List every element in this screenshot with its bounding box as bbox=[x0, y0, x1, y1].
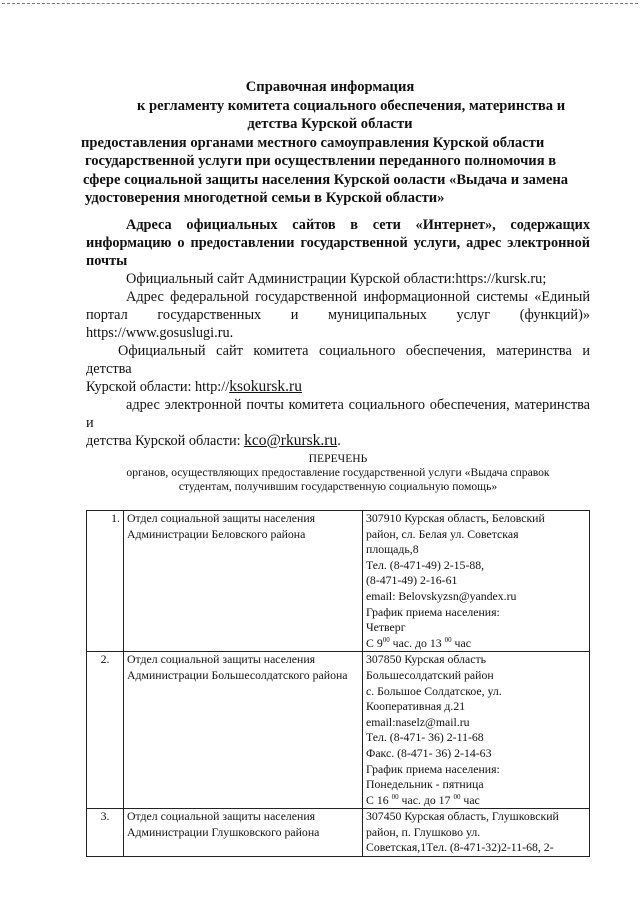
title-line: предоставления органами местного самоуправления Курской области bbox=[81, 134, 545, 151]
email-prefix: детства Курской области: bbox=[86, 433, 241, 449]
page-top-border bbox=[2, 3, 638, 4]
committee-site-prefix: Курской области: http:// bbox=[86, 379, 230, 395]
table-row bbox=[87, 511, 590, 652]
list-subtitle: органов, осуществляющих предоставление государственной услуги «Выдача справок bbox=[126, 466, 550, 479]
intro-heading-line: информацию о предоставлении государственной услуги, адрес электронной bbox=[86, 235, 590, 251]
contact-info: 307450 Курская область, Глушковский район, п. Глушково ул. Советская,1Тел. (8-471-32)2-11-68, 2- bbox=[363, 809, 590, 857]
intro-heading-line: Адреса официальных сайтов в сети «Интернет», содержащих bbox=[126, 217, 590, 233]
list-heading bbox=[86, 452, 590, 494]
title-line: удостоверения многодетной семьи в Курской области» bbox=[85, 190, 445, 206]
list-subtitle: студентам, получившим государственную социальную помощь» bbox=[178, 480, 498, 493]
reception-hours: С $9^{00}$ час. до 13 $^{00}$ час bbox=[366, 635, 471, 650]
title-line: государственной услуги при осуществлении переданного полномочия в bbox=[85, 153, 557, 169]
contact-info: 307910 Курская область, Беловский район, сл. Белая ул. Советская площадь,8 Тел. (8-471-49) 2-15-88, (8-471-49) 2-16-61 email: Belovskyzsn@yandex.ru График приема населения: Четверг С $9^{00}$ час. до 13 $^{00}$ час bbox=[363, 511, 590, 652]
department-name: Отдел социальной защиты населения Администрации Беловского района bbox=[124, 511, 363, 652]
intro-heading-line: почты bbox=[86, 253, 128, 269]
email-text: адрес электронной почты комитета социального обеспечения, материнства и bbox=[86, 397, 590, 431]
row-number: 3. bbox=[87, 809, 124, 857]
committee-site-text: Официальный сайт комитета социального обеспечения, материнства и детства bbox=[86, 343, 590, 377]
table-row bbox=[87, 809, 590, 857]
portal-text: Адрес федеральной государственной информационной системы «Единый bbox=[126, 289, 590, 305]
title-line: сфере социальной защиты населения Курской ооласти «Выдача и замена bbox=[83, 171, 569, 188]
email-link[interactable]: email:naselz@mail.ru bbox=[366, 714, 470, 729]
contact-info: 307850 Курская область Большесолдатский район с. Большое Солдатское, ул. Кооперативная д.21 email:naselz@mail.ru Тел. (8-471- 36) 2-11-68 Факс. (8-471- 36) 2-14-63 График приема населения: Понедельник - пятница С 16 $^{00}$ час. до 17 $^{00}$ час bbox=[363, 652, 590, 809]
committee-site-line bbox=[86, 378, 590, 396]
portal-text: https://www.gosuslugi.ru. bbox=[86, 325, 234, 341]
portal-text: портал государственных и муниципальных услуг (функций)» bbox=[86, 307, 590, 323]
reception-hours: С 16 $^{00}$ час. до 17 $^{00}$ час bbox=[366, 792, 480, 807]
admin-site-text: Официальный сайт Администрации Курской области:https://kursk.ru; bbox=[126, 271, 547, 287]
email-link[interactable]: kco@rkursk.ru bbox=[244, 432, 338, 449]
intro-section bbox=[86, 216, 590, 450]
email-link[interactable]: email: Belovskyzsn@yandex.ru bbox=[366, 588, 517, 603]
department-name: Отдел социальной защиты населения Администрации Большесолдатского района bbox=[124, 652, 363, 809]
document-title bbox=[60, 78, 600, 208]
title-line: детства Курской области bbox=[247, 116, 413, 132]
table-row bbox=[87, 652, 590, 809]
row-number: 1. bbox=[87, 511, 124, 652]
department-name: Отдел социальной защиты населения Администрации Глушковского района bbox=[124, 809, 363, 857]
row-number: 2. bbox=[87, 652, 124, 809]
title-line: к регламенту комитета социального обеспечения, материнства и bbox=[137, 97, 566, 114]
list-title: ПЕРЕЧЕНЬ bbox=[308, 452, 368, 465]
email-line: детства Курской области: kco@rkursk.ru. bbox=[86, 432, 341, 449]
committee-site-link[interactable]: ksokursk.ru bbox=[229, 378, 302, 395]
departments-table bbox=[86, 510, 590, 857]
title-line: Справочная информация bbox=[245, 79, 415, 95]
